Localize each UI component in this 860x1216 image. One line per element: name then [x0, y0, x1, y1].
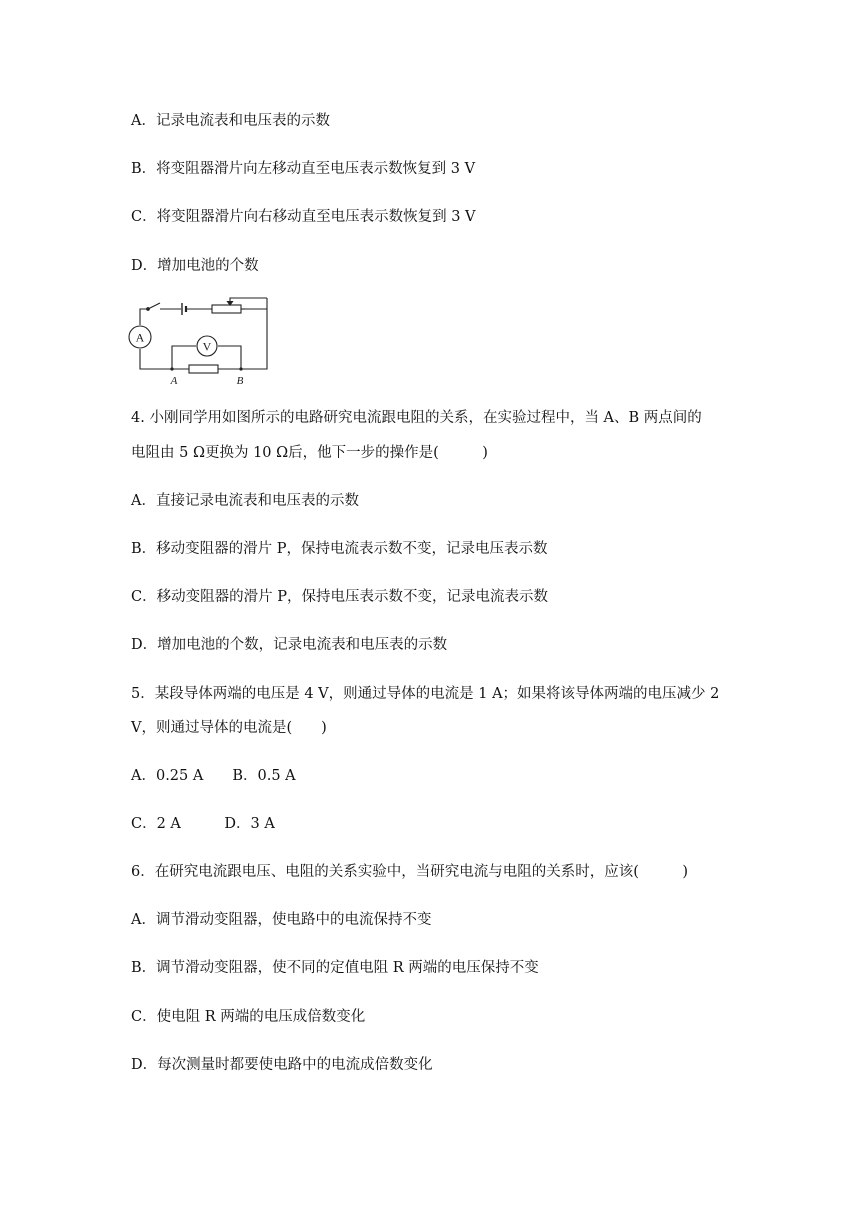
q4-stem-line-1: 4. 小刚同学用如图所示的电路研究电流跟电阻的关系，在实验过程中，当 A、B 两点间的: [131, 410, 702, 426]
q4-option-d: D．增加电池的个数，记录电流表和电压表的示数: [131, 637, 448, 653]
q3-option-b: B．将变阻器滑片向左移动直至电压表示数恢复到 3 V: [131, 161, 476, 177]
q6-option-c: C．使电阻 R 两端的电压成倍数变化: [131, 1009, 366, 1025]
q4-stem-line-2: 电阻由 5 Ω更换为 10 Ω后，他下一步的操作是( ): [131, 445, 488, 461]
circuit-diagram: [127, 293, 272, 388]
junction-a: [170, 367, 173, 370]
voltmeter-wire-right: [218, 346, 241, 369]
point-b-label: B: [236, 375, 244, 387]
rheostat-body: [212, 305, 241, 313]
q6-option-b: B．调节滑动变阻器，使不同的定值电阻 R 两端的电压保持不变: [131, 960, 539, 976]
q6-option-a: A．调节滑动变阻器，使电路中的电流保持不变: [131, 912, 432, 928]
rheostat-slider-wire: [230, 298, 267, 304]
q5-stem-line-2: V，则通过导体的电流是( ): [131, 720, 327, 736]
q4-option-c: C．移动变阻器的滑片 P，保持电压表示数不变，记录电流表示数: [131, 589, 548, 605]
q3-option-d: D．增加电池的个数: [131, 258, 259, 274]
wire-top-left: [140, 309, 147, 325]
q6-stem: 6．在研究电流跟电压、电阻的关系实验中，当研究电流与电阻的关系时，应该( ): [131, 864, 689, 880]
q5-options-line-2: C．2 A D．3 A: [131, 816, 275, 832]
resistor: [189, 365, 218, 373]
wire-left-bottom: [140, 349, 172, 369]
q5-options-line-1: A．0.25 A B．0.5 A: [131, 768, 296, 784]
point-a-label: A: [170, 375, 178, 387]
voltmeter-label: V: [202, 339, 212, 354]
q5-stem-line-1: 5．某段导体两端的电压是 4 V，则通过导体的电流是 1 A；如果将该导体两端的电压减少 2: [131, 686, 720, 702]
junction-b: [239, 367, 242, 370]
q6-option-d: D．每次测量时都要使电路中的电流成倍数变化: [131, 1057, 433, 1073]
q3-option-a: A．记录电流表和电压表的示数: [131, 113, 330, 129]
ammeter-label: A: [135, 330, 145, 345]
q4-option-a: A．直接记录电流表和电压表的示数: [131, 493, 359, 509]
switch-blade: [149, 303, 160, 309]
q4-option-b: B．移动变阻器的滑片 P，保持电流表示数不变，记录电压表示数: [131, 541, 548, 557]
q3-option-c: C．将变阻器滑片向右移动直至电压表示数恢复到 3 V: [131, 209, 476, 225]
